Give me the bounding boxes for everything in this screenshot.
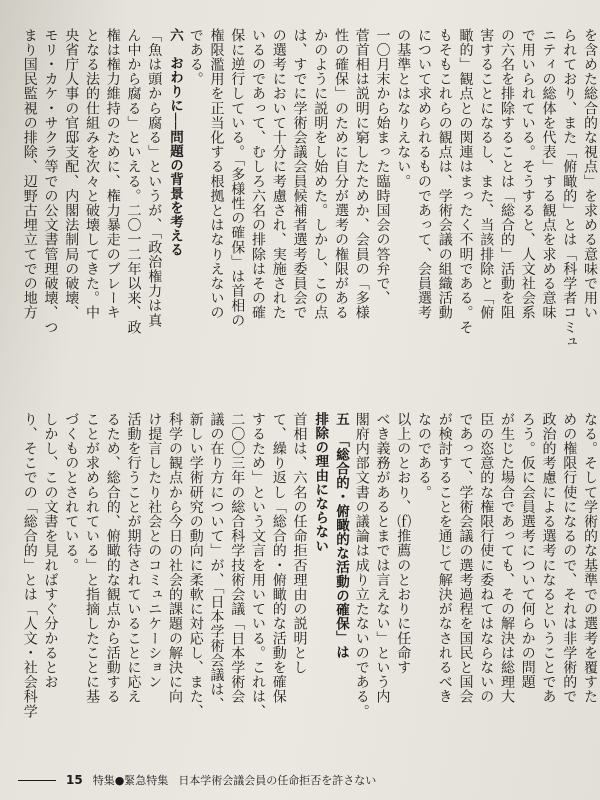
text-column: 閣府内部文書の議論は成り立たないのである。 [353,412,370,719]
text-column: ん中から腐る」といえる。二〇一二年以来、政 [125,28,142,335]
page-number: 15 [66,773,83,787]
text-column: ことが求められている」と指摘したことに基 [84,412,100,704]
text-column: て、繰り返し「総合的・俯瞰的な活動を確保 [270,412,287,704]
text-column: 権限濫用を正当化する根拠とはなりえないの [208,28,225,320]
text-column: 新しい学術研究の動向に柔軟に対応し、また、 [187,412,204,719]
text-column: なる。そして学術的な基準での選考を覆すた [582,412,598,704]
text-column: づくものとされている。 [63,412,80,573]
text-column: 活動を行うことが期待されていることに応え [125,412,142,704]
text-column: まり国民監視の排除、辺野古埋立てでの地方 [21,28,38,320]
text-column: 瞰的」観点との関連はまったく不明である。そ [457,28,474,335]
page-footer [18,768,578,792]
text-column: いるのであって、むしろ六名の排除はその確 [250,28,266,320]
text-column: るため、総合的、俯瞰的な観点から活動する [104,412,121,704]
text-column: の基準とはなりえない。 [395,28,412,189]
text-column: の選考において十分に考慮され、実施された [270,28,287,320]
text-column: で用いられている。そうすると、人文社会系 [519,28,536,320]
text-column: であって、学術会議の選考過程を国民と国会 [457,412,474,704]
section-heading: 排除の理由にならない [312,412,329,553]
text-column: 二〇〇三年の総合科学技術会議「日本学術会 [229,412,246,704]
text-column: 一〇月末から始まった臨時国会の答弁で、 [374,28,391,306]
section-heading: 六 おわりに──問題の背景を考える [167,28,183,257]
footer-title: 日本学術会議会員の任命拒否を許さない [178,774,377,787]
text-column: となる法的仕組みを次々と破壊してきた。中 [84,28,100,320]
text-column: について求められるものであって、会員選考 [416,28,432,320]
text-column: べき義務があるとまでは言えない」という内 [374,412,391,704]
footer-section: 特集●緊急特集 [92,774,169,787]
text-column: モリ・カケ・サクラ等での公文書管理破壊、つ [42,28,59,335]
text-column: もそもこれらの観点は、学術会議の組織活動 [436,28,453,320]
text-column: は、すでに学術会議会員候補者選考委員会で [291,28,308,320]
text-column: 権は権力維持のために、権力暴走のブレーキ [104,28,121,320]
text-column: 科学の観点から今日の社会的課題の解決に向 [167,412,183,704]
section-heading: 五 「総合的・俯瞰的な活動の確保」は [333,412,349,660]
text-column: ニティの総体を代表」する観点を求める意味 [540,28,557,320]
text-column: しかし、この文書を見ればすぐ分かるとお [42,412,59,690]
text-column: 保に逆行している。「多様性の確保」は首相の [229,28,246,328]
text-column: け提言したり社会とのコミュニケーション [146,412,163,690]
upper-text-block [20,28,600,406]
text-column: が検討することを通じて解決がなされるべき [436,412,453,704]
text-column: 「魚は頭から腐る」というが、「政治権力は真 [146,28,163,328]
text-column: である。 [187,28,204,87]
text-column: 以上のとおり、⒡推薦のとおりに任命す [395,412,412,675]
text-column: 害することになるし、また、当該排除と「俯 [478,28,495,320]
text-column: の六名を排除することは「総合的」活動を阻 [499,28,515,320]
text-column: を含めた総合的な視点」を求める意味で用い [582,28,598,320]
text-column: ろう。仮に会員選考について何らかの問題 [519,412,536,690]
text-column: り、そこでの「総合的」とは「人文・社会科学 [21,412,38,719]
text-column: するため」という文言を用いている。これは、 [250,412,266,719]
text-column: なのである。 [416,412,432,500]
text-column: 菅首相は説明に窮したためか、会員の「多様 [353,28,370,320]
text-column: 首相は、六名の任命拒否理由の説明とし [291,412,308,675]
lower-text-block [20,412,600,767]
text-column: かのように説明をし始めた。しかし、この点 [312,28,329,320]
text-column: られており、また「俯瞰的」とは「科学者コミュ [561,28,578,350]
text-column: 政治的考慮による選考になるということであ [540,412,557,704]
text-column: 央省庁人事の官邸支配、内閣法制局の破壊、 [63,28,80,320]
text-column: めの権限行使になるので、それは非学術的で [561,412,578,704]
text-column: 議の在り方について」が、「日本学術会議は、 [208,412,225,712]
text-column: 性の確保」のために自分が選考の権限がある [333,28,349,320]
footer-rule [18,780,56,781]
text-column: 臣の恣意的な権限行使に委ねてはならないの [478,412,495,704]
text-column: が生じた場合であっても、その解決は総理大 [499,412,515,704]
